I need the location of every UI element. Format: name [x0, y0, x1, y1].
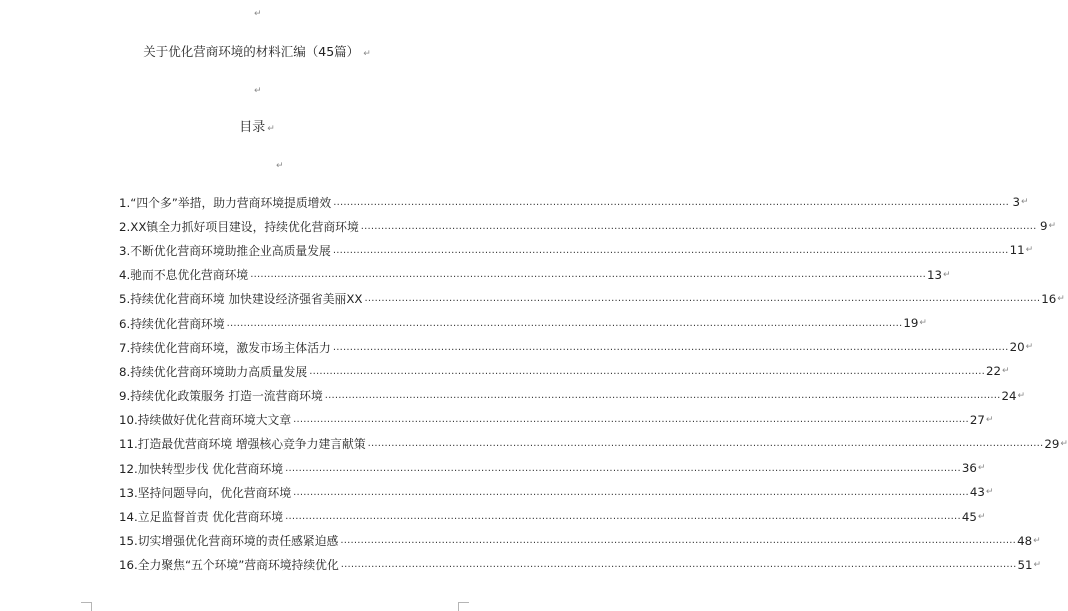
document-title	[0, 44, 514, 60]
toc-entry-page-number: 9	[1040, 219, 1048, 234]
paragraph-mark: ↵	[276, 161, 284, 171]
paragraph-mark: ↵	[254, 9, 262, 19]
toc-entry-title: 16.全力聚焦“五个环境”营商环境持续优化	[119, 558, 339, 573]
toc-entry[interactable]	[119, 504, 986, 528]
toc-entry-title: 15.切实增强优化营商环境的责任感紧迫感	[119, 534, 339, 549]
paragraph-mark: ↵	[1025, 342, 1034, 353]
paragraph-mark: ↵	[267, 124, 275, 134]
toc-entry[interactable]	[119, 214, 1057, 238]
paragraph-mark: ↵	[1033, 559, 1042, 570]
paragraph-mark: ↵	[254, 86, 262, 96]
toc-entry-title: 13.坚持问题导向，优化营商环境	[119, 485, 292, 500]
page-corner-mark-left	[81, 602, 92, 611]
toc-dot-leader: ........................................................................................................................................................................................................	[226, 317, 903, 329]
toc-dot-leader: ........................................................................................................................................................................................................	[340, 535, 1017, 547]
paragraph-mark: ↵	[977, 463, 986, 474]
toc-heading	[0, 120, 514, 136]
toc-entry[interactable]	[119, 529, 1041, 553]
toc-dot-leader: ........................................................................................................................................................................................................	[367, 438, 1044, 450]
toc-entry[interactable]	[119, 311, 927, 335]
toc-entry-page-number: 36	[961, 461, 977, 476]
toc-dot-leader: ........................................................................................................................................................................................................	[332, 341, 1009, 353]
paragraph-mark: ↵	[943, 269, 951, 280]
toc-dot-leader: ........................................................................................................................................................................................................	[360, 220, 1037, 232]
toc-entry-page-number: 48	[1017, 533, 1033, 548]
toc-entry-page-number: 43	[969, 485, 985, 500]
toc-entry-page-number: 19	[903, 316, 919, 331]
toc-entry[interactable]	[119, 408, 994, 432]
toc-entry[interactable]	[119, 480, 994, 504]
toc-entry[interactable]	[119, 384, 1026, 408]
toc-entry-page-number: 11	[1009, 243, 1025, 258]
toc-dot-leader: ........................................................................................................................................................................................................	[293, 414, 969, 426]
toc-entry-title: 2.XX镇全力抓好项目建设，持续优化营商环境	[119, 219, 359, 234]
paragraph-mark: ↵	[363, 49, 371, 59]
paragraph-mark: ↵	[985, 414, 994, 425]
toc-dot-leader: ........................................................................................................................................................................................................	[332, 244, 1009, 256]
table-of-contents	[119, 190, 1068, 577]
toc-entry[interactable]	[119, 287, 1065, 311]
toc-entry-title: 12.加快转型步伐 优化营商环境	[119, 461, 284, 476]
paragraph-mark: ↵	[985, 487, 994, 498]
toc-entry[interactable]	[119, 456, 986, 480]
toc-entry-title: 3.不断优化营商环境助推企业高质量发展	[119, 243, 331, 258]
paragraph-mark: ↵	[1017, 390, 1026, 401]
toc-dot-leader: ........................................................................................................................................................................................................	[333, 196, 1009, 208]
paragraph-mark: ↵	[1025, 245, 1034, 256]
toc-entry-page-number: 45	[961, 509, 977, 524]
paragraph-mark: ↵	[977, 511, 986, 522]
toc-entry[interactable]	[119, 263, 951, 287]
toc-entry[interactable]	[119, 553, 1042, 577]
toc-entry[interactable]	[119, 238, 1034, 262]
paragraph-mark: ↵	[1060, 438, 1068, 449]
toc-entry-title: 6.持续优化营商环境	[119, 316, 225, 331]
toc-entry-page-number: 3	[1012, 195, 1020, 210]
toc-dot-leader: ........................................................................................................................................................................................................	[340, 559, 1017, 571]
paragraph-mark: ↵	[1020, 197, 1029, 208]
toc-entry-page-number: 27	[969, 412, 985, 427]
toc-dot-leader: ........................................................................................................................................................................................................	[285, 511, 961, 523]
toc-entry-title: 11.打造最优营商环境 增强核心竞争力建言献策	[119, 437, 366, 452]
toc-entry-page-number: 16	[1041, 291, 1057, 306]
paragraph-mark: ↵	[1057, 293, 1065, 304]
toc-dot-leader: ........................................................................................................................................................................................................	[364, 293, 1041, 305]
toc-entry-title: 1.“四个多”举措，助力营商环境提质增效	[119, 195, 332, 210]
toc-entry-page-number: 22	[985, 364, 1001, 379]
toc-entry-title: 9.持续优化政策服务 打造一流营商环境	[119, 389, 323, 404]
toc-entry-title: 7.持续优化营商环境，激发市场主体活力	[119, 340, 331, 355]
toc-heading-text: 目录	[239, 120, 266, 135]
toc-entry-page-number: 13	[926, 267, 942, 282]
toc-entry-title: 8.持续优化营商环境助力高质量发展	[119, 364, 308, 379]
toc-entry-title: 5.持续优化营商环境 加快建设经济强省美丽XX	[119, 292, 363, 307]
toc-dot-leader: ........................................................................................................................................................................................................	[285, 462, 961, 474]
toc-entry[interactable]	[119, 335, 1034, 359]
toc-entry-page-number: 24	[1001, 388, 1017, 403]
paragraph-mark: ↵	[1048, 221, 1057, 232]
paragraph-mark: ↵	[919, 318, 927, 329]
toc-dot-leader: ........................................................................................................................................................................................................	[309, 365, 985, 377]
toc-entry-page-number: 51	[1017, 557, 1033, 572]
paragraph-mark: ↵	[1033, 535, 1041, 546]
toc-dot-leader: ........................................................................................................................................................................................................	[324, 390, 1001, 402]
toc-entry-title: 10.持续做好优化营商环境大文章	[119, 413, 292, 428]
toc-dot-leader: ........................................................................................................................................................................................................	[250, 269, 926, 281]
toc-entry[interactable]	[119, 432, 1068, 456]
paragraph-mark: ↵	[1001, 366, 1010, 377]
toc-entry-page-number: 20	[1009, 340, 1025, 355]
toc-entry[interactable]	[119, 359, 1010, 383]
page-corner-mark-right	[458, 602, 469, 611]
toc-entry-title: 14.立足监督首责 优化营商环境	[119, 510, 284, 525]
document-title-text: 关于优化营商环境的材料汇编（45篇）	[143, 44, 360, 59]
toc-entry[interactable]	[119, 190, 1029, 214]
toc-entry-page-number: 29	[1044, 436, 1060, 451]
toc-dot-leader: ........................................................................................................................................................................................................	[293, 486, 969, 498]
toc-entry-title: 4.驰而不息优化营商环境	[119, 268, 249, 283]
